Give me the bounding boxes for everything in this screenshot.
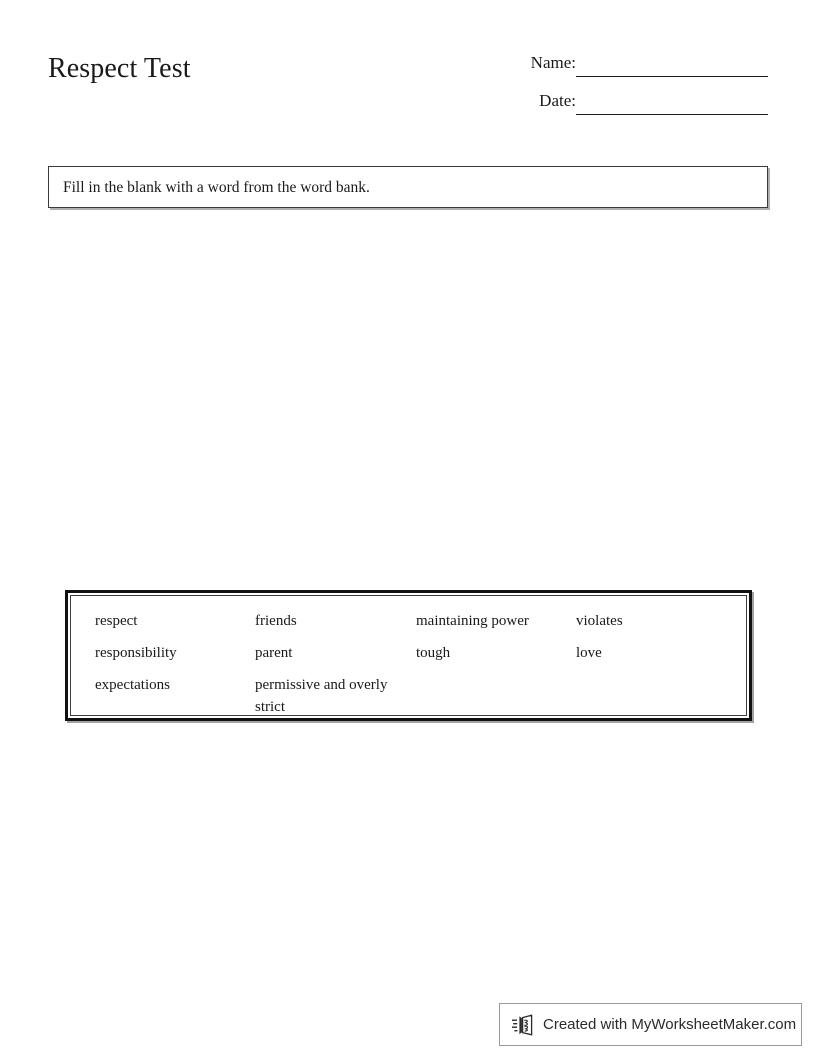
footer-text: Created with MyWorksheetMaker.com (543, 1016, 797, 1033)
word-bank-item: permissive and overly strict (255, 677, 388, 715)
word-bank-item: responsibility (95, 645, 177, 661)
word-bank-box (65, 590, 752, 721)
word-bank-item: respect (95, 613, 138, 629)
date-input-line[interactable] (576, 114, 768, 115)
word-bank-grid (71, 596, 746, 715)
worksheet-maker-logo-icon (512, 1013, 534, 1037)
name-label: Name: (530, 53, 576, 72)
name-field-row (460, 52, 770, 90)
instruction-box (48, 166, 768, 208)
word-bank-item: tough (416, 645, 451, 661)
page-title: Respect Test (48, 53, 191, 84)
word-bank-item: expectations (95, 677, 170, 693)
word-bank-item: parent (255, 645, 293, 661)
word-bank-item: friends (255, 613, 297, 629)
instruction-text: Fill in the blank with a word from the word bank. (63, 179, 370, 196)
date-field-row (460, 90, 770, 128)
name-date-block (460, 52, 770, 128)
word-bank-item: violates (576, 613, 623, 629)
date-label: Date: (539, 91, 576, 110)
word-bank-inner-border (70, 595, 747, 716)
question-area (48, 226, 768, 584)
word-bank-item: maintaining power (416, 613, 529, 629)
word-bank-item: love (576, 645, 602, 661)
footer-badge[interactable] (499, 1003, 802, 1046)
name-input-line[interactable] (576, 76, 768, 77)
